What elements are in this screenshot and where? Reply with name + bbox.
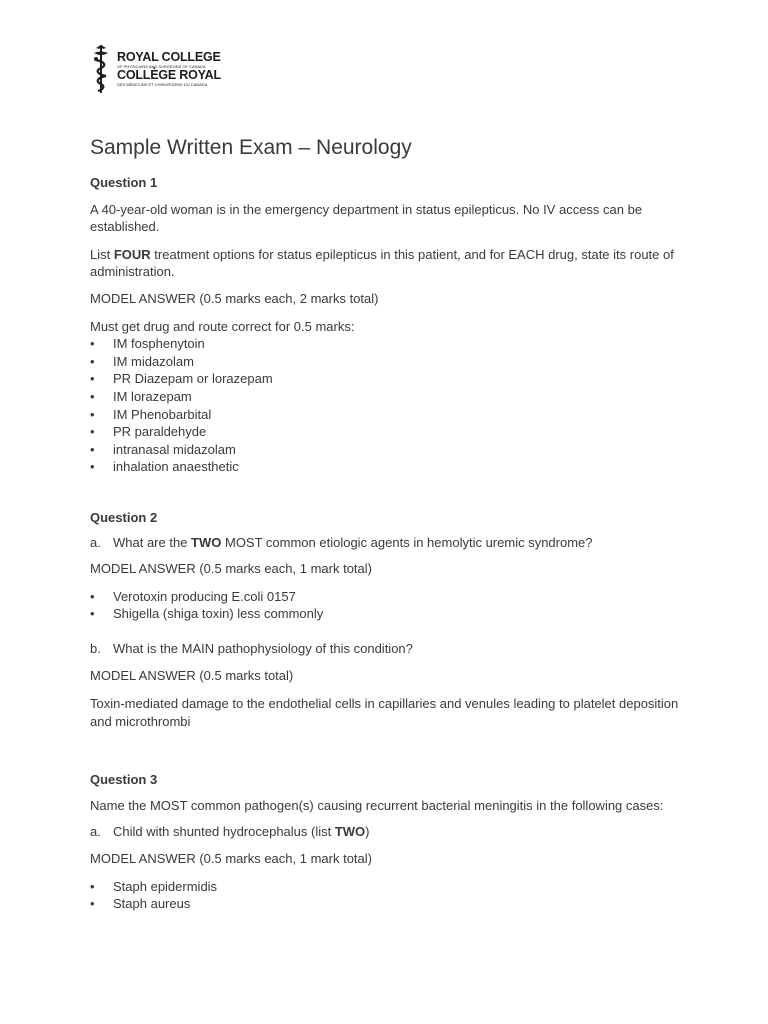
question-3a-post: ) <box>365 824 370 840</box>
question-3-heading: Question 3 <box>90 772 158 788</box>
exam-content <box>90 174 690 913</box>
list-item: • PR paraldehyde <box>90 423 690 441</box>
caduceus-emblem-icon <box>90 44 112 94</box>
logo-subline-french: DES MÉDECINS ET CHIRURGIENS DU CANADA <box>117 82 208 87</box>
question-1-stem: A 40-year-old woman is in the emergency department in status epilepticus. No IV access can be established. <box>90 201 643 235</box>
question-3a-bold: TWO <box>334 824 366 840</box>
list-item: • intranasal midazolam <box>90 441 690 459</box>
question-1-task-pre: List <box>90 246 114 262</box>
question-2a <box>90 534 690 552</box>
question-2a-marker: a. <box>90 534 101 550</box>
question-2a-model-answer: MODEL ANSWER (0.5 marks each, 1 mark total) <box>90 561 372 577</box>
question-3a-model-answer: MODEL ANSWER (0.5 marks each, 1 mark total) <box>90 851 372 867</box>
question-1-note: Must get drug and route correct for 0.5 marks: <box>90 318 355 334</box>
question-2b-answer: Toxin-mediated damage to the endothelial cells in capillaries and venules leading to platelet deposition and microthrombi <box>90 696 679 729</box>
question-2b-model-answer: MODEL ANSWER (0.5 marks total) <box>90 668 294 684</box>
question-2a-post: MOST common etiologic agents in hemolytic uremic syndrome? <box>221 534 593 550</box>
question-1-task-post: treatment options for status epilepticus in this patient, and for EACH drug, state its route of administration. <box>90 246 674 280</box>
list-item: • IM midazolam <box>90 353 690 371</box>
question-2b-text: What is the MAIN pathophysiology of this condition? <box>113 640 413 656</box>
list-item: • Staph aureus <box>90 895 690 913</box>
logo-wordmark <box>117 51 221 87</box>
logo-line-english: ROYAL COLLEGE <box>117 50 221 64</box>
question-1-task <box>90 246 690 281</box>
list-item: • Shigella (shiga toxin) less commonly <box>90 605 690 623</box>
list-item: • IM fosphenytoin <box>90 335 690 353</box>
question-1-task-bold: FOUR <box>113 246 151 262</box>
list-item: • IM Phenobarbital <box>90 406 690 424</box>
question-2a-pre: What are the <box>113 534 192 550</box>
question-2b-marker: b. <box>90 640 101 656</box>
question-3-stem: Name the MOST common pathogen(s) causing recurrent bacterial meningitis in the following cases: <box>90 797 664 813</box>
list-item: • inhalation anaesthetic <box>90 458 690 476</box>
list-item: • Staph epidermidis <box>90 878 690 896</box>
question-2a-answer-list <box>90 588 690 623</box>
list-item: • Verotoxin producing E.coli 0157 <box>90 588 690 606</box>
question-3a-pre: Child with shunted hydrocephalus (list <box>113 824 335 840</box>
question-1-heading: Question 1 <box>90 175 158 190</box>
logo-subline-english: OF PHYSICIANS AND SURGEONS OF CANADA <box>117 64 206 69</box>
question-3a-answer-list <box>90 878 690 913</box>
logo-line-french: COLLÈGE ROYAL <box>117 68 221 82</box>
question-2-heading: Question 2 <box>90 509 158 525</box>
question-2b <box>90 640 690 658</box>
question-2a-bold: TWO <box>191 534 222 550</box>
list-item: • PR Diazepam or lorazepam <box>90 370 690 388</box>
question-3a <box>90 823 690 841</box>
question-3a-marker: a. <box>90 824 101 840</box>
list-item: • IM lorazepam <box>90 388 690 406</box>
question-1-model-answer: MODEL ANSWER (0.5 marks each, 2 marks total) <box>90 290 379 306</box>
page-title: Sample Written Exam – Neurology <box>90 136 412 159</box>
royal-college-logo <box>90 44 220 94</box>
question-1-answer-list <box>90 335 690 476</box>
